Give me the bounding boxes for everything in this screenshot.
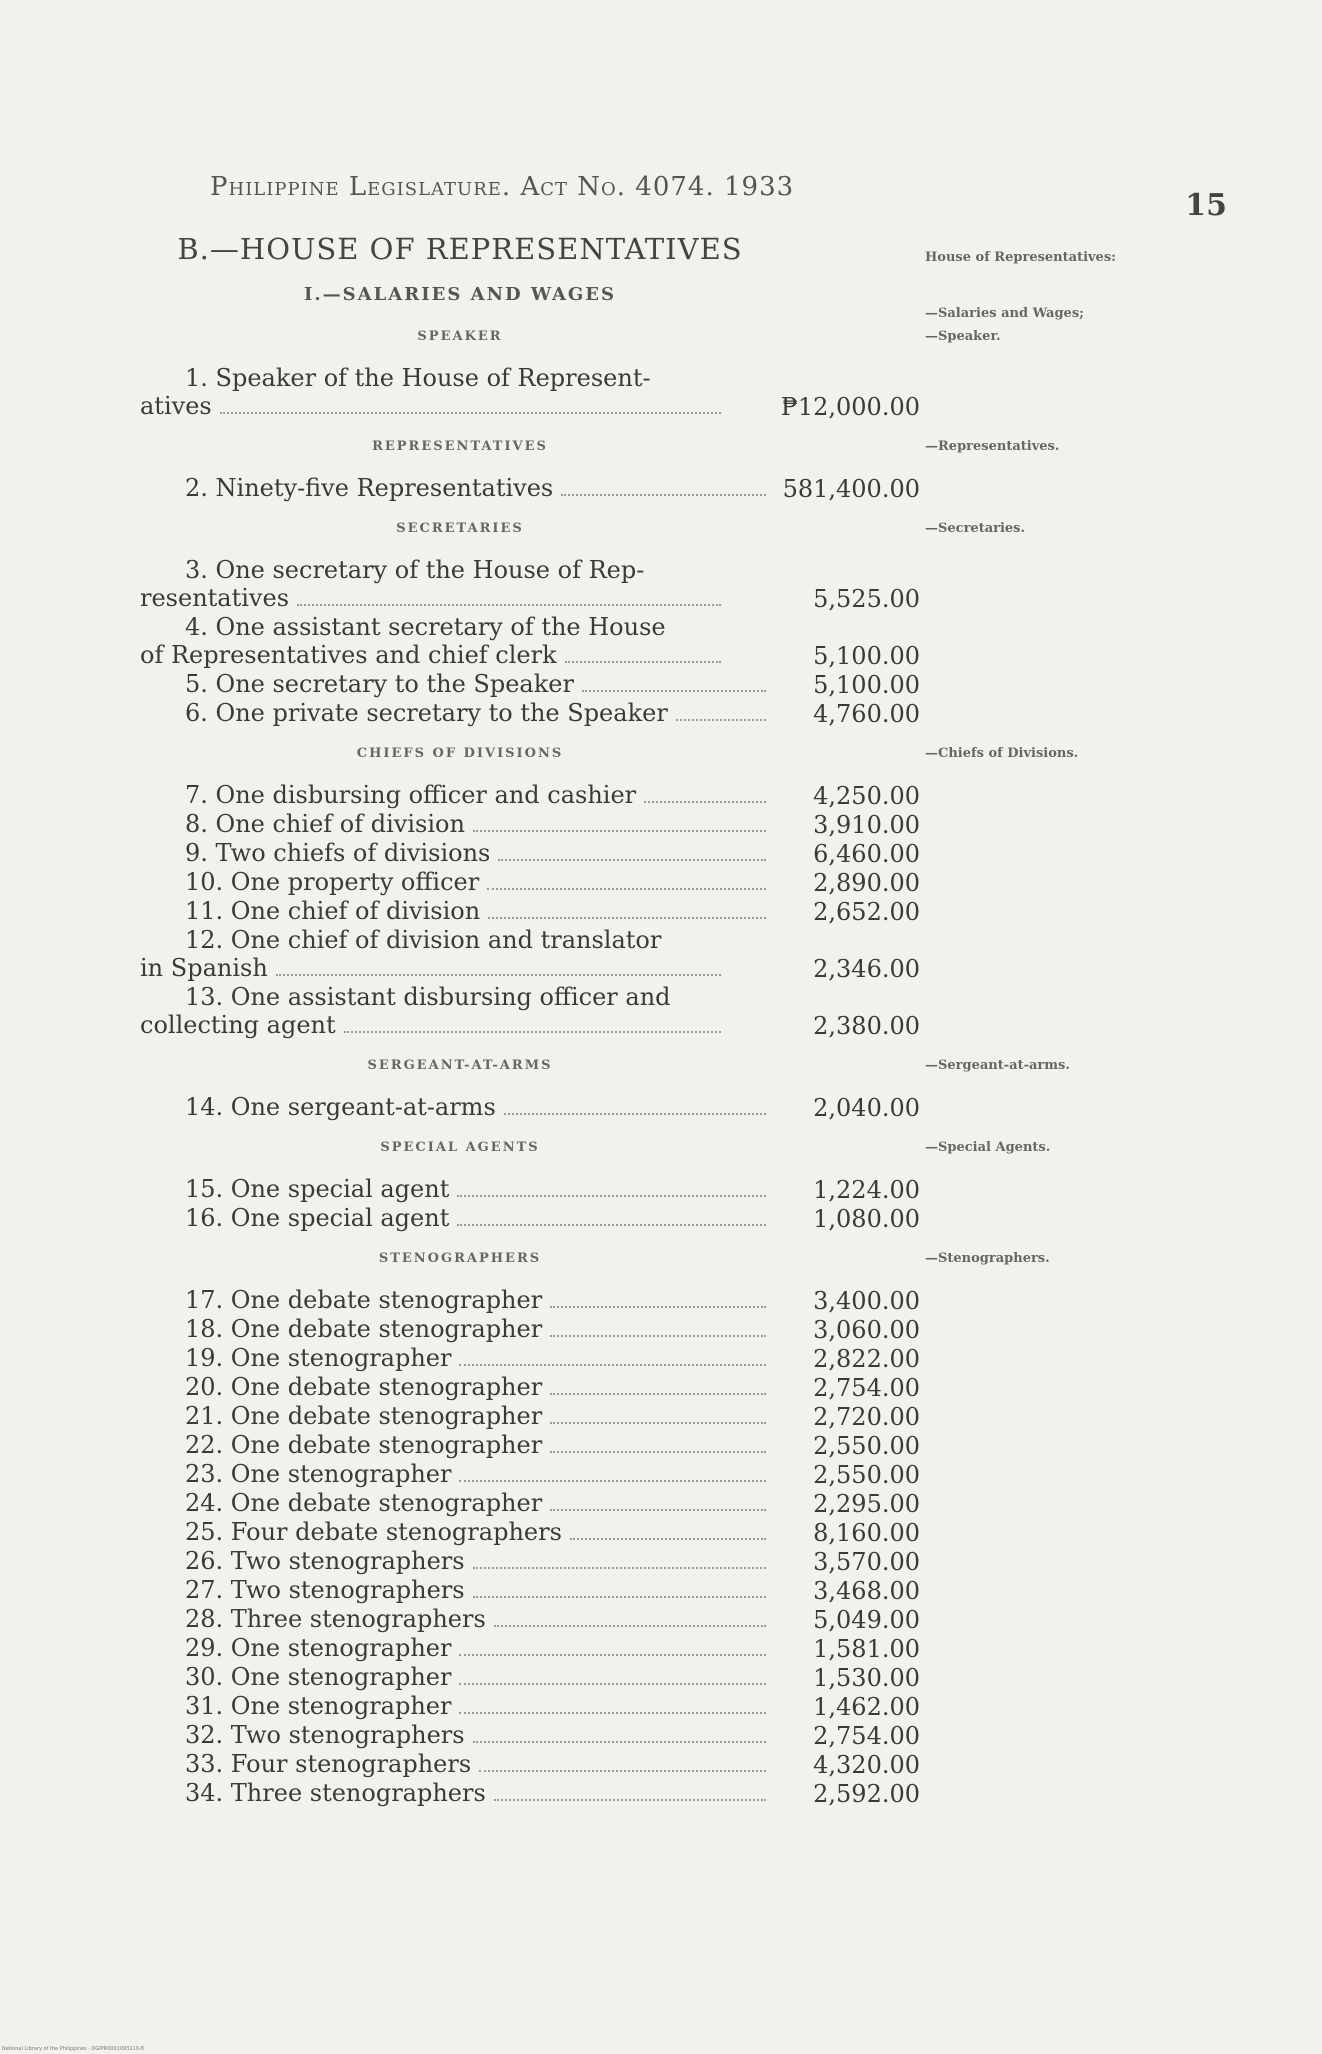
appropriation-item [140, 1402, 920, 1431]
margin-note-special: —Special Agents. [925, 1140, 1051, 1155]
item-amount: 2,592.00 [813, 1780, 920, 1808]
leader-dots [473, 1567, 766, 1569]
item-amount: 2,346.00 [813, 955, 920, 983]
main-column [140, 232, 920, 1808]
margin-note-sergeant: —Sergeant-at-arms. [925, 1058, 1070, 1073]
item-text: 27. Two stenographers [185, 1576, 465, 1604]
leader-dots [473, 830, 766, 832]
item-amount: 2,040.00 [813, 1094, 920, 1122]
appropriation-item [140, 1518, 920, 1547]
leader-dots [457, 1224, 766, 1226]
item-text: 1. Speaker of the House of Represent- [185, 364, 651, 392]
leader-dots [550, 1422, 766, 1424]
item-text: 3. One secretary of the House of Rep- [185, 556, 645, 584]
item-text: 9. Two chiefs of divisions [185, 839, 491, 867]
margin-note-representatives: —Representatives. [925, 439, 1060, 454]
leader-dots [479, 1770, 766, 1772]
item-text: 34. Three stenographers [185, 1779, 486, 1807]
item-text: 29. One stenographer [185, 1634, 452, 1662]
category-heading-speaker: SPEAKER [417, 329, 503, 344]
leader-dots [473, 1741, 766, 1743]
leader-dots [457, 1195, 766, 1197]
item-text: collecting agent [140, 1011, 336, 1039]
sections-container [140, 329, 920, 1808]
appropriation-item [140, 1204, 920, 1233]
leader-dots [459, 1683, 766, 1685]
category-heading-stenographers: STENOGRAPHERS [378, 1251, 542, 1266]
item-amount: ₱12,000.00 [780, 393, 920, 421]
appropriation-item [140, 1315, 920, 1344]
subsection-title: I.—SALARIES AND WAGES [303, 284, 617, 305]
item-amount: 2,380.00 [813, 1012, 920, 1040]
item-amount: 2,550.00 [813, 1461, 920, 1489]
item-text: 21. One debate stenographer [185, 1402, 543, 1430]
item-text: 12. One chief of division and translator [185, 926, 662, 954]
item-amount: 581,400.00 [782, 475, 920, 503]
appropriation-item [140, 868, 920, 897]
item-text: 4. One assistant secretary of the House [185, 613, 666, 641]
item-amount: 3,468.00 [813, 1577, 920, 1605]
margin-note-stenographers: —Stenographers. [925, 1251, 1050, 1266]
item-text: atives [140, 392, 212, 420]
item-amount: 2,652.00 [813, 898, 920, 926]
appropriation-item [140, 1605, 920, 1634]
item-amount: 5,100.00 [813, 642, 920, 670]
running-head: Philippine Legislature. Act No. 4074. 1933 [210, 172, 795, 202]
margin-note-chiefs: —Chiefs of Divisions. [925, 746, 1079, 761]
leader-dots [459, 1712, 766, 1714]
appropriation-item [140, 781, 920, 810]
item-amount: 3,400.00 [813, 1287, 920, 1315]
appropriation-item [140, 1431, 920, 1460]
item-text: 6. One private secretary to the Speaker [185, 699, 668, 727]
item-amount: 1,462.00 [813, 1693, 920, 1721]
item-amount: 2,822.00 [813, 1345, 920, 1373]
appropriation-item [140, 1175, 920, 1204]
leader-dots [550, 1306, 766, 1308]
item-amount: 5,525.00 [813, 585, 920, 613]
margin-note-salaries: —Salaries and Wages; [925, 306, 1084, 321]
appropriation-item [140, 897, 920, 926]
leader-dots [550, 1451, 766, 1453]
item-amount: 4,320.00 [813, 1751, 920, 1779]
leader-dots [488, 917, 766, 919]
item-text: 25. Four debate stenographers [185, 1518, 562, 1546]
footer-credit: National Library of the Philippines · DGIPR0001093110-8 [2, 2046, 144, 2052]
margin-note-house: House of Representatives: [925, 250, 1116, 265]
leader-dots [550, 1509, 766, 1511]
appropriation-item [140, 1750, 920, 1779]
item-amount: 1,581.00 [813, 1635, 920, 1663]
leader-dots [297, 604, 721, 606]
item-text: 32. Two stenographers [185, 1721, 465, 1749]
item-amount: 2,754.00 [813, 1722, 920, 1750]
item-text: 26. Two stenographers [185, 1547, 465, 1575]
appropriation-item [140, 839, 920, 868]
item-text: 10. One property officer [185, 868, 480, 896]
item-amount: 3,060.00 [813, 1316, 920, 1344]
item-amount: 2,890.00 [813, 869, 920, 897]
item-text: 20. One debate stenographer [185, 1373, 543, 1401]
item-text: of Representatives and chief clerk [140, 641, 557, 669]
item-text: 31. One stenographer [185, 1692, 452, 1720]
leader-dots [344, 1031, 721, 1033]
leader-dots [582, 690, 766, 692]
category-heading-chiefs: CHIEFS OF DIVISIONS [356, 746, 564, 761]
page-number: 15 [1185, 188, 1227, 223]
appropriation-item [140, 670, 920, 699]
appropriation-item [140, 1779, 920, 1808]
item-text: 7. One disbursing officer and cashier [185, 781, 637, 809]
item-amount: 2,754.00 [813, 1374, 920, 1402]
item-amount: 3,910.00 [813, 811, 920, 839]
item-amount: 2,720.00 [813, 1403, 920, 1431]
item-text: 5. One secretary to the Speaker [185, 670, 574, 698]
appropriation-item [140, 1093, 920, 1122]
item-text: 24. One debate stenographer [185, 1489, 543, 1517]
category-heading-sergeant: SERGEANT-AT-ARMS [367, 1058, 553, 1073]
item-text: 14. One sergeant-at-arms [185, 1093, 496, 1121]
leader-dots [220, 412, 721, 414]
item-text: 2. Ninety-five Representatives [185, 474, 554, 502]
item-text: 19. One stenographer [185, 1344, 452, 1372]
appropriation-item [140, 699, 920, 728]
item-text: resentatives [140, 584, 290, 612]
appropriation-item [140, 1634, 920, 1663]
item-amount: 1,080.00 [813, 1205, 920, 1233]
item-text: 22. One debate stenographer [185, 1431, 543, 1459]
category-heading-secretaries: SECRETARIES [396, 521, 524, 536]
item-amount: 4,250.00 [813, 782, 920, 810]
item-text: 18. One debate stenographer [185, 1315, 543, 1343]
item-amount: 2,550.00 [813, 1432, 920, 1460]
appropriation-item [140, 1489, 920, 1518]
item-amount: 1,530.00 [813, 1664, 920, 1692]
appropriation-item [140, 810, 920, 839]
item-amount: 1,224.00 [813, 1176, 920, 1204]
item-text: 28. Three stenographers [185, 1605, 486, 1633]
appropriation-item [140, 556, 920, 613]
margin-note-secretaries: —Secretaries. [925, 521, 1026, 536]
leader-dots [570, 1538, 766, 1540]
leader-dots [550, 1393, 766, 1395]
leader-dots [459, 1364, 766, 1366]
appropriation-item [140, 1547, 920, 1576]
item-text: 30. One stenographer [185, 1663, 452, 1691]
appropriation-item [140, 1373, 920, 1402]
leader-dots [459, 1480, 766, 1482]
leader-dots [494, 1799, 766, 1801]
item-amount: 4,760.00 [813, 700, 920, 728]
item-text: 17. One debate stenographer [185, 1286, 543, 1314]
section-title: B.—HOUSE OF REPRESENTATIVES [177, 232, 743, 266]
appropriation-item [140, 1576, 920, 1605]
appropriation-item [140, 1286, 920, 1315]
leader-dots [550, 1335, 766, 1337]
appropriation-item [140, 474, 920, 503]
leader-dots [473, 1596, 766, 1598]
category-heading-special: SPECIAL AGENTS [380, 1140, 540, 1155]
margin-note-speaker: —Speaker. [925, 329, 1001, 344]
appropriation-item [140, 1344, 920, 1373]
leader-dots [498, 859, 766, 861]
appropriation-item [140, 983, 920, 1040]
item-text: 8. One chief of division [185, 810, 465, 838]
item-text: 11. One chief of division [185, 897, 481, 925]
item-amount: 2,295.00 [813, 1490, 920, 1518]
item-amount: 5,049.00 [813, 1606, 920, 1634]
item-amount: 6,460.00 [813, 840, 920, 868]
item-text: 13. One assistant disbursing officer and [185, 983, 671, 1011]
appropriation-item [140, 1721, 920, 1750]
item-text: in Spanish [140, 954, 268, 982]
leader-dots [487, 888, 766, 890]
appropriation-item [140, 926, 920, 983]
item-amount: 5,100.00 [813, 671, 920, 699]
leader-dots [459, 1654, 766, 1656]
item-text: 15. One special agent [185, 1175, 450, 1203]
appropriation-item [140, 1460, 920, 1489]
item-amount: 8,160.00 [813, 1519, 920, 1547]
leader-dots [565, 661, 721, 663]
category-heading-representatives: REPRESENTATIVES [372, 439, 548, 454]
appropriation-item [140, 613, 920, 670]
leader-dots [494, 1625, 766, 1627]
item-text: 23. One stenographer [185, 1460, 452, 1488]
leader-dots [504, 1113, 766, 1115]
appropriation-item [140, 364, 920, 421]
appropriation-item [140, 1692, 920, 1721]
leader-dots [561, 494, 766, 496]
leader-dots [276, 974, 721, 976]
item-text: 33. Four stenographers [185, 1750, 472, 1778]
item-text: 16. One special agent [185, 1204, 450, 1232]
item-amount: 3,570.00 [813, 1548, 920, 1576]
appropriation-item [140, 1663, 920, 1692]
